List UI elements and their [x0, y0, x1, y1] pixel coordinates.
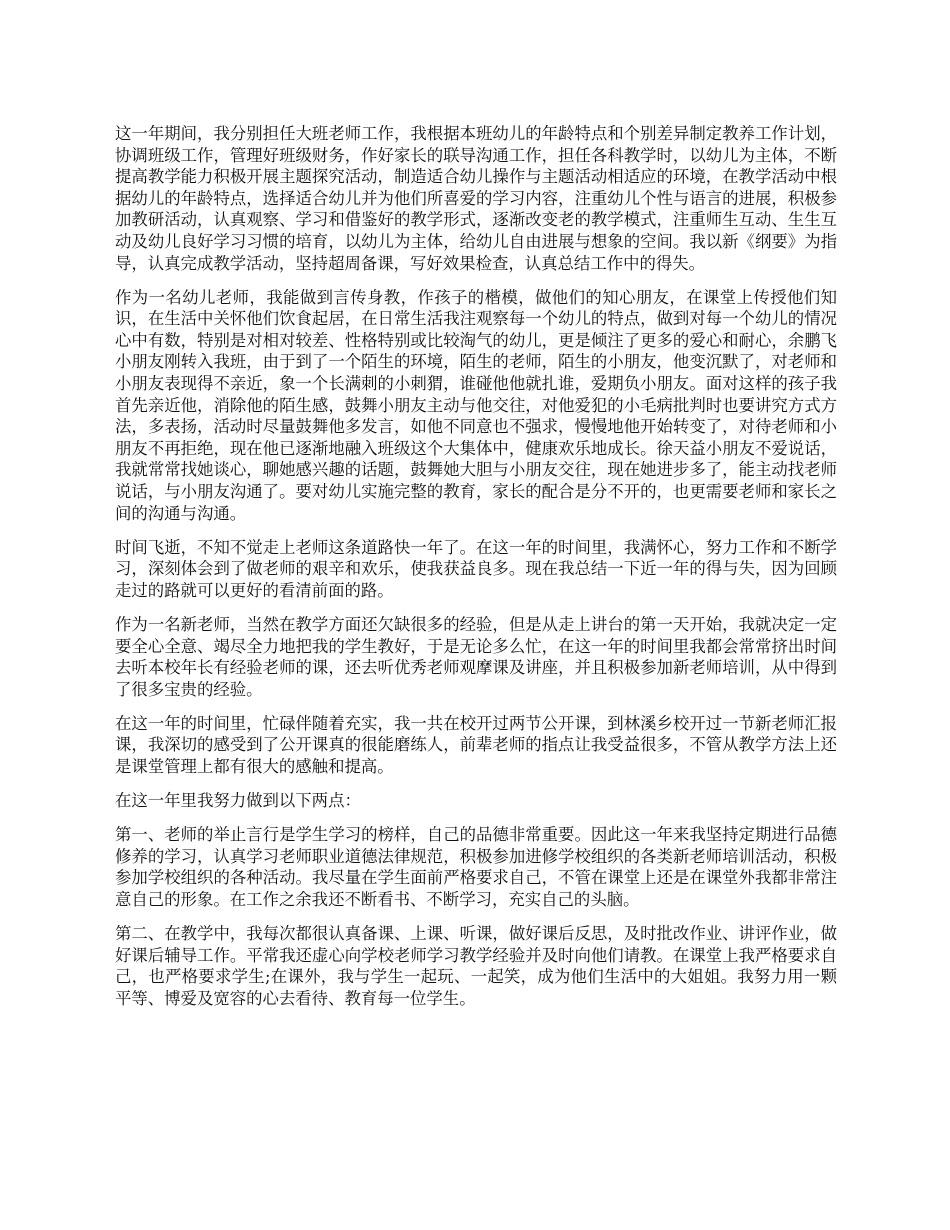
- paragraph-7: 第一、老师的举止言行是学生学习的榜样，自己的品德非常重要。因此这一年来我坚持定期进行品德修养的学习，认真学习老师职业道德法律规范，积极参加进修学校组织的各类新老师培训活动，积极参加学校组织的各种活动。我尽量在学生面前严格要求自己，不管在课堂上还是在课堂外我都非常注意自己的形象。在工作之余我还不断看书、不断学习，充实自己的头脑。: [115, 825, 837, 909]
- paragraph-6: 在这一年里我努力做到以下两点：: [115, 791, 361, 811]
- paragraph-2: 作为一名幼儿老师，我能做到言传身教，作孩子的楷模，做他们的知心朋友，在课堂上传授他们知识，在生活中关怀他们饮食起居，在日常生活我注观察每一个幼儿的特点，做到对每一个幼儿的情况心中有数，特别是对相对较差、性格特别或比较淘气的幼儿，更是倾注了更多的爱心和耐心，余鹏飞小朋友刚转入我班，由于到了一个陌生的环境，陌生的老师，陌生的小朋友，他变沉默了，对老师和小朋友表现得不亲近，象一个长满刺的小刺猬，谁碰他他就扎谁，爱期负小朋友。面对这样的孩子我首先亲近他，消除他的陌生感，鼓舞小朋友主动与他交往，对他爱犯的小毛病批判时也要讲究方式方法，多表扬，活动时尽量鼓舞他多发言，如他不同意也不强求，慢慢地他开始转变了，对待老师和小朋友不再拒绝，现在他已逐渐地融入班级这个大集体中，健康欢乐地成长。徐天益小朋友不爱说话，我就常常找她谈心，聊她感兴趣的话题，鼓舞她大胆与小朋友交往，现在她进步多了，能主动找老师说话，与小朋友沟通了。要对幼儿实施完整的教育，家长的配合是分不开的，也更需要老师和家长之间的沟通与沟通。: [115, 287, 837, 523]
- document-body: [115, 123, 837, 1022]
- paragraph-1: 这一年期间，我分别担任大班老师工作，我根据本班幼儿的年龄特点和个别差异制定教养工作计划，协调班级工作，管理好班级财务，作好家长的联导沟通工作，担任各科教学时，以幼儿为主体，不断提高教学能力积极开展主题探究活动，制造适合幼儿操作与主题活动相适应的环境，在教学活动中根据幼儿的年龄特点，选择适合幼儿并为他们所喜爱的学习内容，注重幼儿个性与语言的进展，积极参加教研活动，认真观察、学习和借鉴好的教学形式，逐渐改变老的教学模式，注重师生互动、生生互动及幼儿良好学习习惯的培育，以幼儿为主体，给幼儿自由进展与想象的空间。我以新《纲要》为指导，认真完成教学活动，坚持超周备课，写好效果检查，认真总结工作中的得失。: [115, 124, 837, 273]
- paragraph-8: 第二、在教学中，我每次都很认真备课、上课、听课，做好课后反思，及时批改作业、讲评作业，做好课后辅导工作。平常我还虚心向学校老师学习教学经验并及时向他们请教。在课堂上我严格要求自己，也严格要求学生;在课外，我与学生一起玩、一起笑，成为他们生活中的大姐姐。我努力用一颗平等、博爱及宽容的心去看待、教育每一位学生。: [115, 924, 837, 1008]
- paragraph-3: 时间飞逝，不知不觉走上老师这条道路快一年了。在这一年的时间里，我满怀心，努力工作和不断学习，深刻体会到了做老师的艰辛和欢乐，使我获益良多。现在我总结一下近一年的得与失，因为回顾走过的路就可以更好的看清前面的路。: [115, 537, 837, 600]
- paragraph-4: 作为一名新老师，当然在教学方面还欠缺很多的经验，但是从走上讲台的第一天开始，我就决定一定要全心全意、竭尽全力地把我的学生教好，于是无论多么忙，在这一年的时间里我都会常常挤出时间去听本校年长有经验老师的课，还去听优秀老师观摩课及讲座，并且积极参加新老师培训，从中得到了很多宝贵的经验。: [115, 614, 837, 699]
- paragraph-5: 在这一年的时间里，忙碌伴随着充实，我一共在校开过两节公开课，到林溪乡校开过一节新老师汇报课，我深切的感受到了公开课真的很能磨练人，前辈老师的指点让我受益很多，不管从教学方法上还是课堂管理上都有很大的感触和提高。: [115, 713, 837, 777]
